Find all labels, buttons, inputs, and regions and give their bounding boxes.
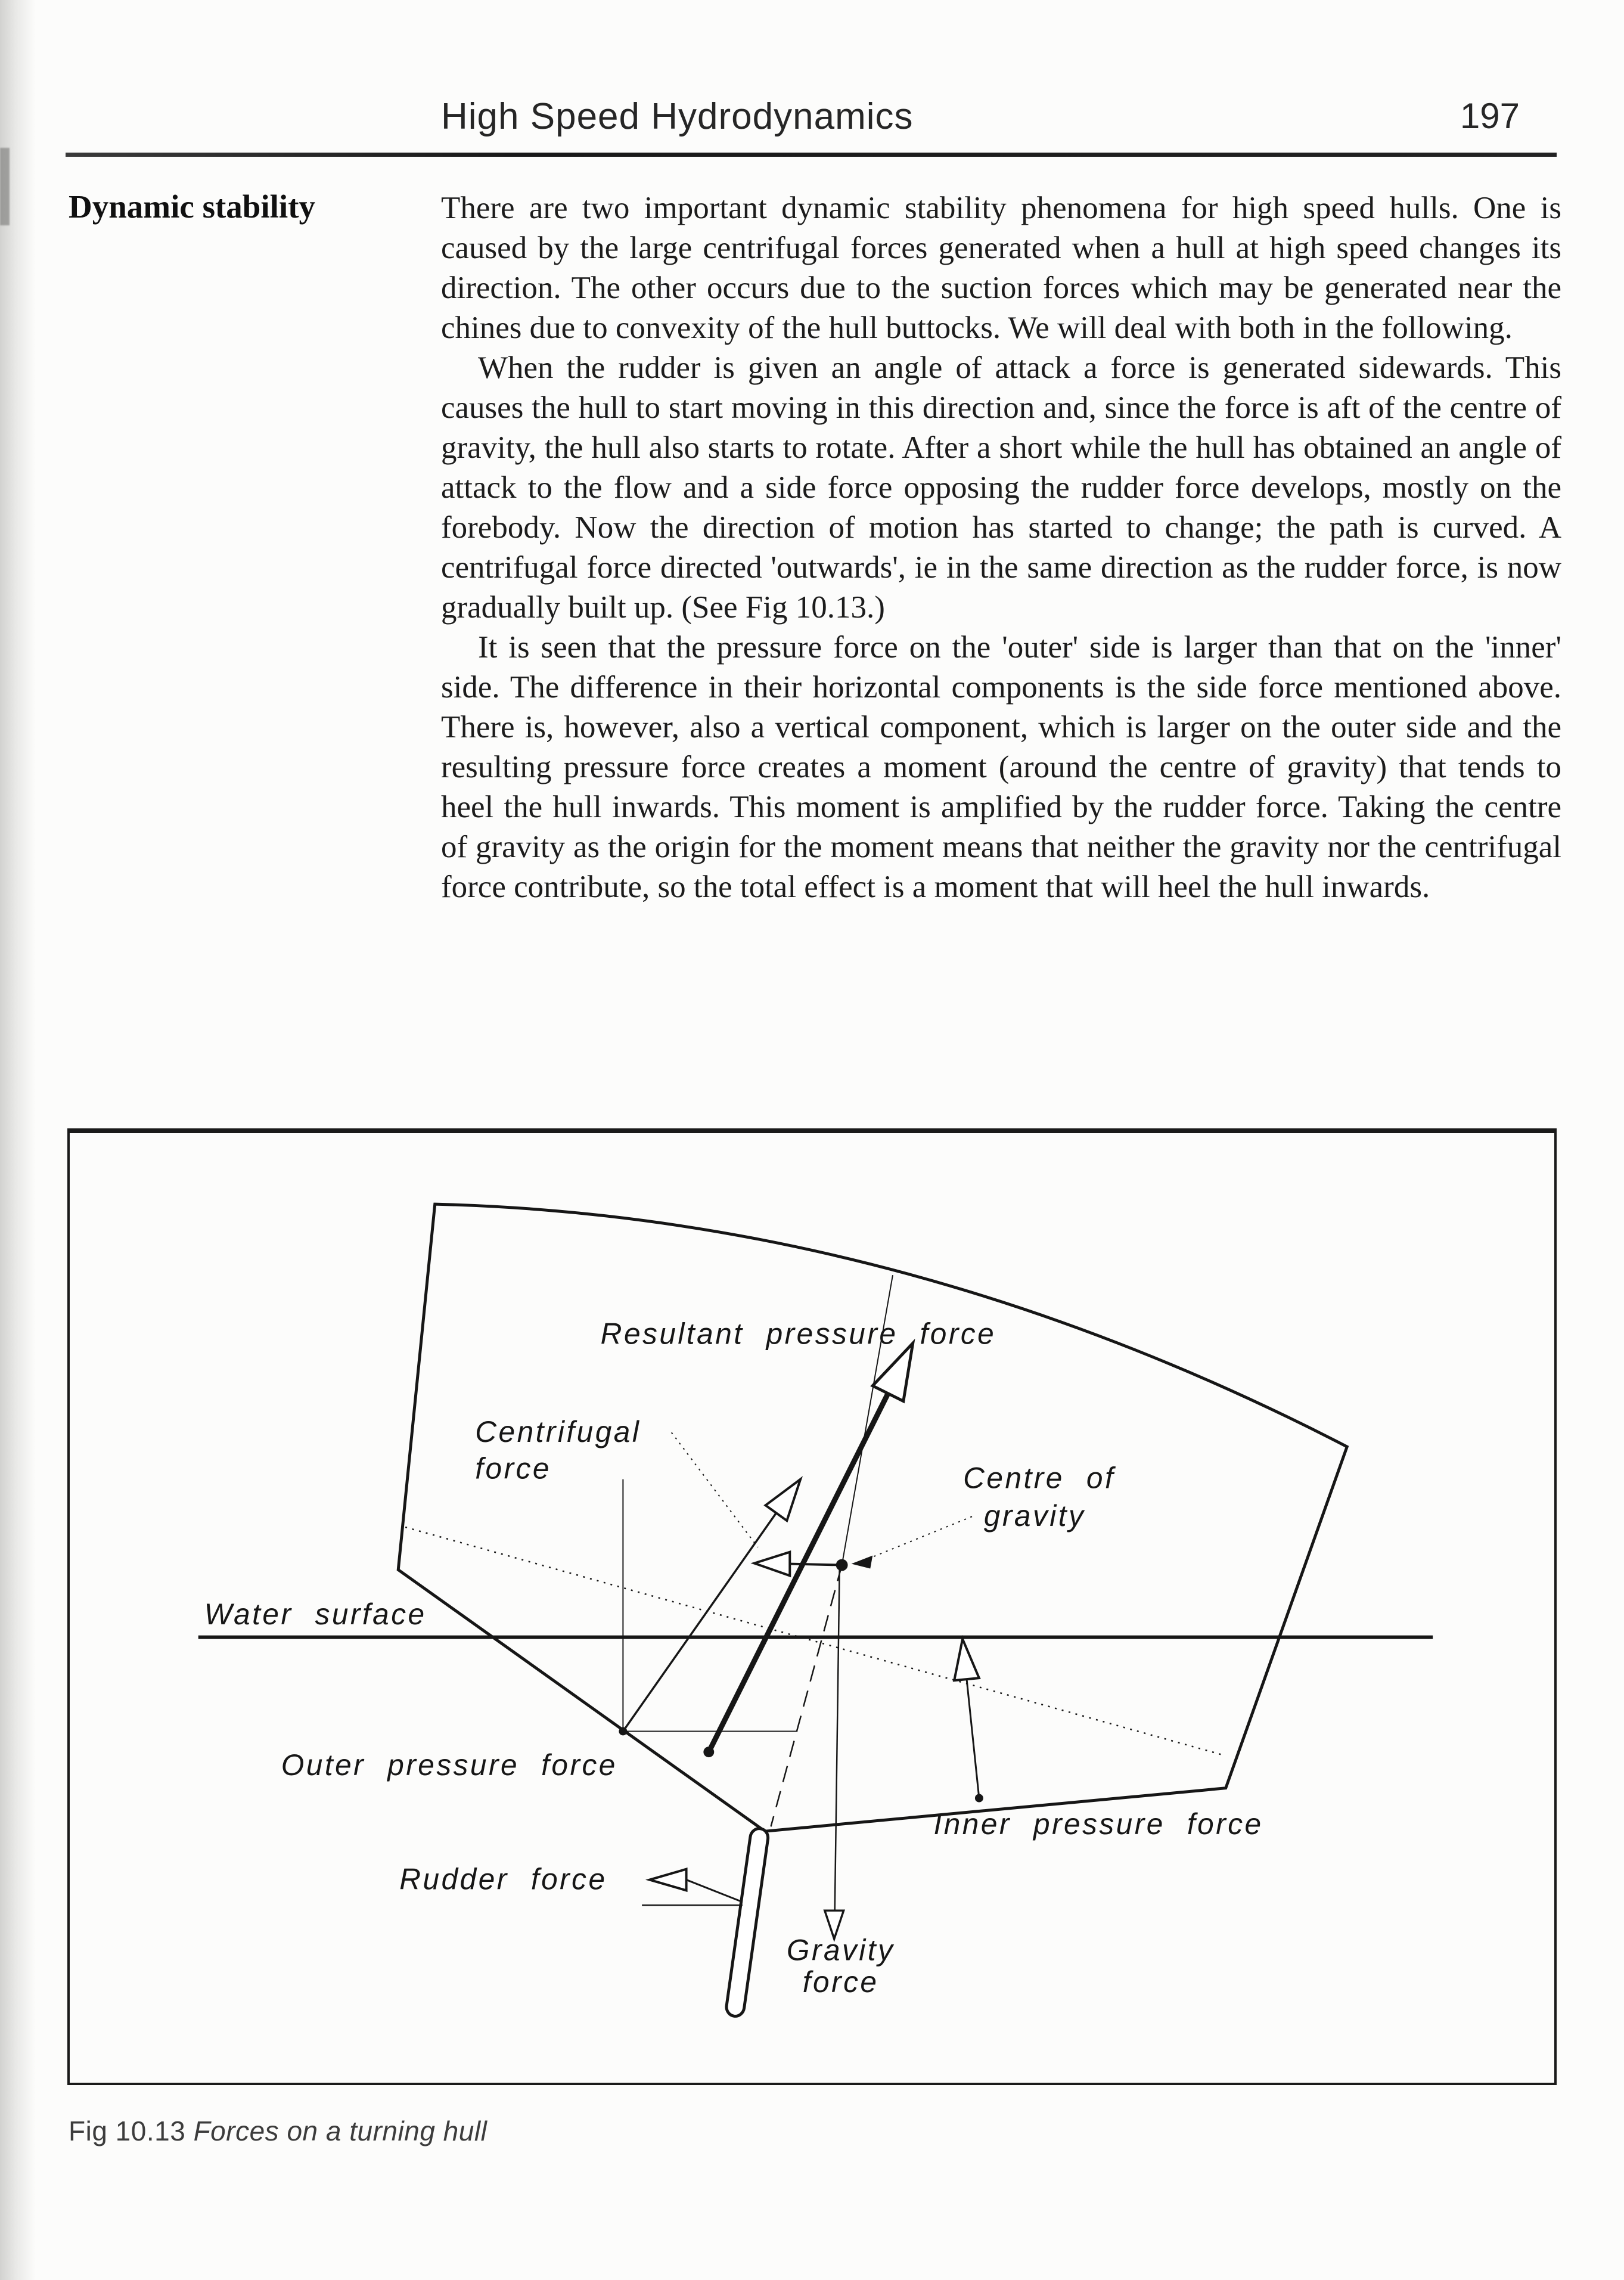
running-header-title: High Speed Hydrodynamics [441,96,914,137]
resultant-force-origin-dot [703,1747,714,1757]
page-number: 197 [1460,96,1520,136]
rudder-arrowhead-icon [650,1869,687,1891]
centre-of-gravity-dot [836,1559,848,1571]
figure-box [67,1128,1557,2085]
cg-leader-arrowhead-icon [852,1556,873,1569]
inner-force-origin-dot [975,1794,983,1803]
label-gravity-force-line1: Gravity [786,1933,895,1967]
centrifugal-label-leader [672,1432,758,1547]
label-gravity-force-line2: force [802,1965,879,1999]
centrifugal-arrowhead-icon [754,1552,790,1576]
label-centre-of-gravity-line2: gravity [983,1499,1086,1533]
outer-force-origin-dot [619,1727,627,1735]
label-centre-of-gravity-line1: Centre of [963,1461,1116,1495]
body-text-column [441,188,1561,907]
header-rule [66,153,1557,157]
figure-caption [69,2115,487,2147]
inner-pressure-force-arrow [954,1639,983,1803]
label-water-surface: Water surface [204,1597,427,1631]
outer-pressure-force-arrow [619,1479,800,1736]
construction-lines [405,1275,1223,1826]
paragraph-2: When the rudder is given an angle of attack a force is generated sidewards. This causes the hull to start moving in this direction and, since the force is aft of the centre of gravity, the hull also starts to rotate. After a short while the hull has obtained an angle of attack to the flow and a side force opposing the rudder force develops, mostly on the forebody. Now the direction of motion has started to change; the path is curved. A centrifugal force directed 'outwards', ie in the same direction as the rudder force, is now gradually built up. (See Fig 10.13.) [441,350,1561,625]
label-outer-pressure-force: Outer pressure force [281,1748,617,1782]
label-inner-pressure-force: Inner pressure force [933,1807,1263,1841]
rudder-blade [725,1828,769,2018]
label-centrifugal-force-line1: Centrifugal [475,1415,641,1449]
label-resultant-pressure-force: Resultant pressure force [600,1317,996,1351]
rudder-force-arrow [642,1869,743,1906]
figure-caption-title: Forces on a turning hull [193,2115,487,2146]
resultant-arrowhead-icon [872,1343,912,1401]
page-gutter-shadow-dark [0,148,10,225]
figure-labels [204,1317,1263,1999]
paragraph-1: There are two important dynamic stability phenomena for high speed hulls. One is caused by the large centrifugal forces generated when a hull at high speed changes its direction. The other occurs due to the suction forces which may be generated near the chines due to convexity of the hull buttocks. We will deal with both in the following. [441,191,1561,345]
resultant-pressure-force-arrow [703,1343,912,1757]
figure-10-13-diagram [70,1133,1554,2083]
paragraph-3: It is seen that the pressure force on the 'outer' side is larger than that on the 'inner' side. The difference in their horizontal components is the side force mentioned above. There is, however, also a vertical component, which is larger on the outer side and the resulting pressure force creates a moment (around the centre of gravity) that tends to heel the hull inwards. This moment is amplified by the rudder force. Taking the centre of gravity as the origin for the moment means that neither the gravity nor the centrifugal force contribute, so the total effect is a moment that will heel the hull inwards. [441,630,1561,904]
figure-caption-number: Fig 10.13 [69,2115,186,2146]
page-gutter-shadow [0,0,36,2280]
gravity-force-arrow [825,1568,844,1938]
hull-outline [398,1204,1347,1831]
label-rudder-force: Rudder force [399,1862,607,1896]
section-heading: Dynamic stability [69,188,316,225]
label-centrifugal-force-line2: force [475,1451,551,1485]
static-waterline-dotted-line [405,1527,1223,1755]
outer-arrowhead-icon [766,1479,801,1521]
inner-arrowhead-icon [954,1639,979,1680]
centre-of-gravity-leader [852,1516,972,1568]
